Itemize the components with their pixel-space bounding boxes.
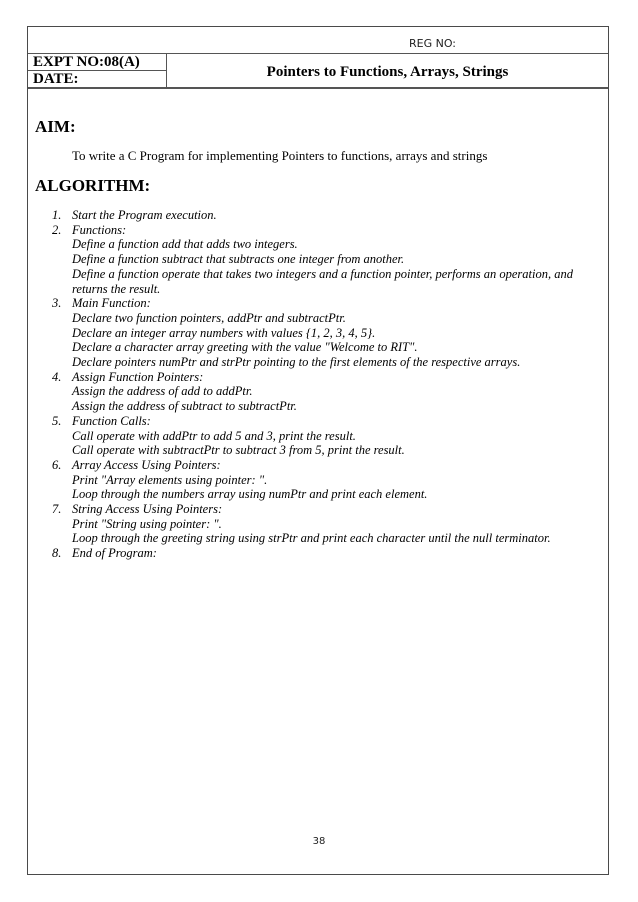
- step-detail-line: Define a function operate that takes two integers and a function pointer, performs an operation, and: [72, 266, 573, 281]
- step-number: 5.: [52, 413, 62, 428]
- step-detail-line: returns the result.: [72, 281, 161, 296]
- algorithm-step: [36, 502, 606, 546]
- step-number: 1.: [52, 208, 62, 222]
- step-detail-line: Define a function add that adds two integers.: [72, 237, 298, 252]
- step-title: Start the Program execution.: [72, 208, 217, 222]
- step-detail-line: Print "String using pointer: ".: [72, 516, 222, 531]
- step-title: Assign Function Pointers:: [72, 369, 204, 384]
- header-left-cell: [28, 54, 167, 88]
- step-number: 8.: [52, 546, 62, 561]
- step-detail-line: Call operate with addPtr to add 5 and 3, print the result.: [72, 428, 356, 443]
- step-detail-line: Loop through the greeting string using strPtr and print each character until the null terminator.: [72, 531, 551, 546]
- step-detail-line: Declare an integer array numbers with values {1, 2, 3, 4, 5}.: [72, 325, 376, 340]
- expt-no: EXPT NO:08(A): [28, 54, 166, 71]
- aim-text: To write a C Program for implementing Pointers to functions, arrays and strings: [72, 148, 488, 163]
- step-detail-line: Declare a character array greeting with the value "Welcome to RIT".: [72, 340, 418, 355]
- algorithm-steps: [36, 208, 606, 561]
- algorithm-step: [36, 223, 606, 297]
- algorithm-step: [36, 208, 606, 223]
- algorithm-step: [36, 370, 606, 414]
- date-label: DATE:: [33, 71, 79, 87]
- step-title: Function Calls:: [72, 413, 151, 428]
- step-number: 3.: [52, 296, 62, 311]
- step-detail-line: Assign the address of subtract to subtractPtr.: [72, 399, 297, 414]
- step-title: Functions:: [72, 222, 127, 237]
- step-number: 7.: [52, 502, 62, 517]
- algorithm-step: [36, 414, 606, 458]
- step-detail-line: Call operate with subtractPtr to subtract 3 from 5, print the result.: [72, 443, 405, 458]
- experiment-title: Pointers to Functions, Arrays, Strings: [266, 64, 509, 80]
- algorithm-step: [36, 546, 606, 561]
- step-detail-line: Declare pointers numPtr and strPtr pointing to the first elements of the respective arrays.: [72, 355, 521, 370]
- reg-no-label: REG NO:: [409, 37, 457, 50]
- step-number: 2.: [52, 222, 62, 237]
- step-detail-line: Define a function subtract that subtracts one integer from another.: [72, 252, 405, 267]
- aim-heading: AIM:: [35, 117, 76, 136]
- step-detail-line: Declare two function pointers, addPtr and subtractPtr.: [72, 310, 346, 325]
- algorithm-step: [36, 296, 606, 370]
- experiment-header: [28, 53, 608, 89]
- step-number: 6.: [52, 457, 62, 472]
- algorithm-heading: ALGORITHM:: [35, 176, 151, 195]
- step-title: String Access Using Pointers:: [72, 502, 223, 517]
- step-title: End of Program:: [72, 546, 157, 561]
- algorithm-step: [36, 458, 606, 502]
- step-number: 4.: [52, 369, 62, 384]
- step-detail-line: Print "Array elements using pointer: ".: [72, 472, 268, 487]
- page-number: 38: [312, 836, 326, 847]
- step-title: Main Function:: [72, 296, 151, 311]
- step-detail-line: Loop through the numbers array using numPtr and print each element.: [72, 487, 428, 502]
- step-title: Array Access Using Pointers:: [72, 457, 221, 472]
- step-detail-line: Assign the address of add to addPtr.: [72, 384, 253, 399]
